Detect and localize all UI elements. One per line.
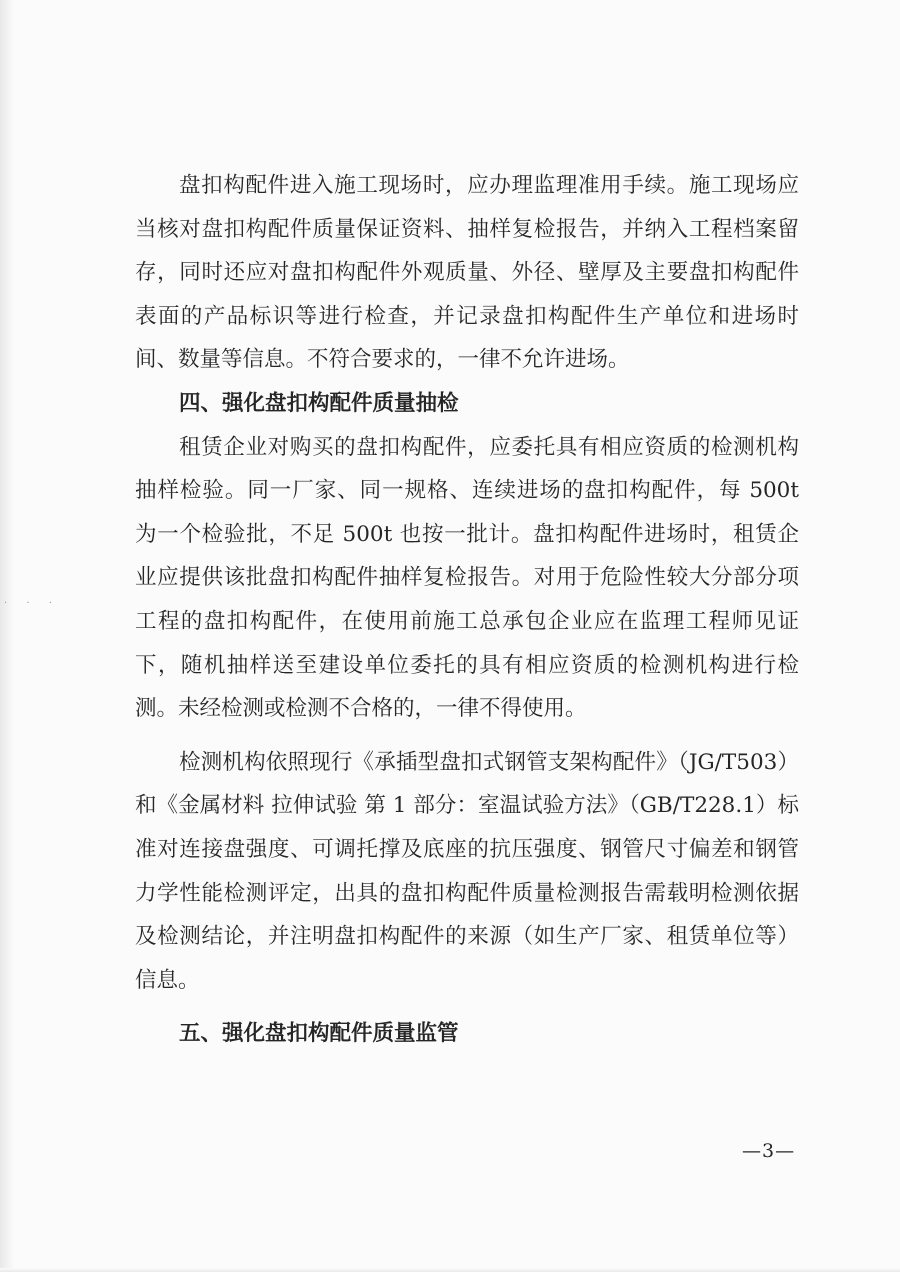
page-bottom-edge bbox=[0, 1268, 900, 1272]
paragraph-sampling-inspection: 租赁企业对购买的盘扣构配件，应委托具有相应资质的检测机构抽样检验。同一厂家、同一规格、连续进场的盘扣构配件，每 500t 为一个检验批，不足 500t 也按一批计。盘扣构配件进场时，租赁企业应提供该批盘扣构配件抽样复检报告。对用于危险性较大分部分项工程的盘扣构配件，在使用前施工总承包企业应在监理工程师见证下，随机抽样送至建设单位委托的具有相应资质的检测机构进行检测。未经检测或检测不合格的，一律不得使用。 bbox=[135, 434, 799, 722]
page-edge bbox=[0, 0, 14, 1272]
paragraph-testing-standards: 检测机构依照现行《承插型盘扣式钢管支架构配件》（JG/T503）和《金属材料 拉伸试验 第 1 部分：室温试验方法》（GB/T228.1）标准对连接盘强度、可调托撑及底座的抗压强度、钢管尺寸偏差和钢管力学性能检测评定，出具的盘扣构配件质量检测报告需载明检测依据及检测结论，并注明盘扣构配件的来源（如生产厂家、租赁单位等）信息。 bbox=[135, 749, 799, 993]
page-number: —3— bbox=[742, 1140, 796, 1162]
scan-artifact: · · · bbox=[4, 598, 60, 609]
paragraph-entry-procedures: 盘扣构配件进入施工现场时，应办理监理准用手续。施工现场应当核对盘扣构配件质量保证资料、抽样复检报告，并纳入工程档案留存，同时还应对盘扣构配件外观质量、外径、壁厚及主要盘扣构配件表面的产品标识等进行检查，并记录盘扣构配件生产单位和进场时间、数量等信息。不符合要求的，一律不允许进场。 bbox=[135, 173, 799, 373]
heading-section-5: 五、强化盘扣构配件质量监管 bbox=[179, 1021, 459, 1047]
heading-section-4: 四、强化盘扣构配件质量抽检 bbox=[179, 390, 459, 416]
document-body bbox=[135, 164, 799, 1056]
